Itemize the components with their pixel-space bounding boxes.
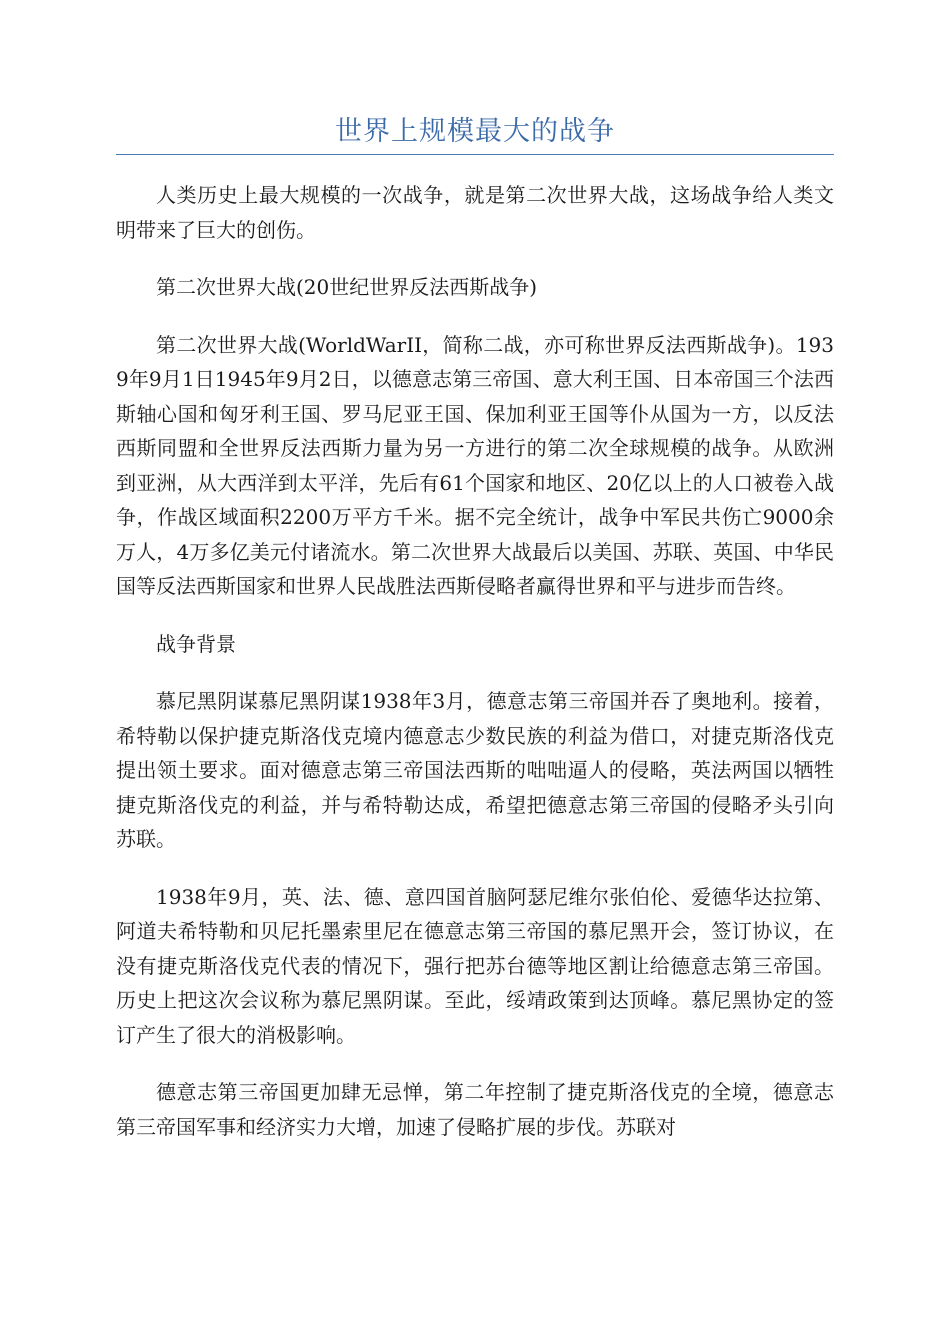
paragraph-munich-agreement: 1938年9月，英、法、德、意四国首脑阿瑟尼维尔张伯伦、爱德华达拉第、阿道夫希特勒和贝尼托墨索里尼在德意志第三帝国的慕尼黑开会，签订协议，在没有捷克斯洛伐克代表的情况下，强行把苏台德等地区割让给德意志第三帝国。历史上把这次会议称为慕尼黑阴谋。至此，绥靖政策到达顶峰。慕尼黑协定的签订产生了很大的消极影响。: [116, 884, 834, 1047]
paragraph-munich-plot: 慕尼黑阴谋慕尼黑阴谋1938年3月，德意志第三帝国并吞了奥地利。接着，希特勒以保护捷克斯洛伐克境内德意志少数民族的利益为借口，对捷克斯洛伐克提出领土要求。面对德意志第三帝国法西斯的咄咄逼人的侵略，英法两国以牺牲捷克斯洛伐克的利益，并与希特勒达成，希望把德意志第三帝国的侵略矛头引向苏联。: [116, 689, 834, 851]
paragraph-ww2-overview: 第二次世界大战(WorldWarII，简称二战，亦可称世界反法西斯战争)。1939年9月1日1945年9月2日，以德意志第三帝国、意大利王国、日本帝国三个法西斯轴心国和匈牙利王国、罗马尼亚王国、保加利亚王国等仆从国为一方，以反法西斯同盟和全世界反法西斯力量为另一方进行的第二次全球规模的战争。从欧洲到亚洲，从大西洋到太平洋，先后有61个国家和地区、20亿以上的人口被卷入战争，作战区域面积2200万平方千米。据不完全统计，战争中军民共伤亡9000余万人，4万多亿美元付诸流水。第二次世界大战最后以美国、苏联、英国、中华民国等反法西斯国家和世界人民战胜法西斯侵略者赢得世界和平与进步而告终。: [116, 332, 834, 598]
title-underline: [116, 154, 834, 155]
paragraph-subheading-background: 战争背景: [156, 631, 236, 656]
paragraph-intro: 人类历史上最大规模的一次战争，就是第二次世界大战，这场战争给人类文明带来了巨大的创伤。: [116, 183, 834, 242]
document-title: 世界上规模最大的战争: [335, 116, 615, 147]
paragraph-subheading-ww2: 第二次世界大战(20世纪世界反法西斯战争): [156, 275, 538, 299]
paragraph-aftermath: 德意志第三帝国更加肆无忌惮，第二年控制了捷克斯洛伐克的全境，德意志第三帝国军事和经济实力大增，加速了侵略扩展的步伐。苏联对: [116, 1080, 834, 1139]
document-body: [116, 178, 834, 1144]
